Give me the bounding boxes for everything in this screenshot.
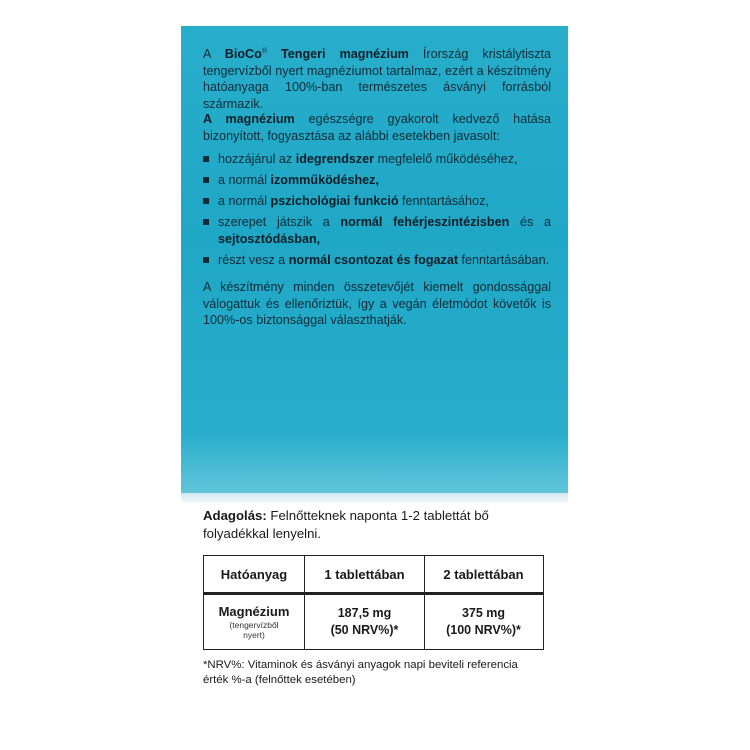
bullet-text: megfelelő működéséhez, [374,152,518,166]
ingredient-name: Magnézium [218,604,290,619]
benefit-paragraph [203,111,551,144]
benefit-lead: A magnézium [203,112,295,126]
bullet-text: a normál [218,173,271,187]
list-item [203,193,551,210]
two-tablet-amount: 375 mg [461,606,506,620]
brand-name: BioCo [224,47,262,61]
one-tablet-amount: 187,5 mg [337,606,392,620]
ingredient-source: (tengervízből nyert) [229,620,279,640]
closing-paragraph: A készítmény minden összetevőjét kiemelt gondossággal válogattuk és ellenőriztük, így a vegán életmódot követők is 100%-os biztonsággal választhatják. [203,280,551,327]
bullet-text: szerepet játszik a [218,215,341,229]
intro-text-a: A [203,47,225,61]
bullet-bold: idegrendszer [295,152,375,166]
bullet-text: és a [509,215,551,229]
bullet-bold: sejtosztódásban, [218,231,321,246]
list-item [203,214,551,247]
list-item [203,151,551,168]
bullet-text: fenntartásához, [398,194,489,208]
panel-bottom-edge [181,493,568,503]
registered-mark: ® [261,48,267,55]
panel-shine [181,433,568,493]
list-item [203,252,551,269]
list-item [203,172,551,189]
bullet-text: fenntartásában. [458,252,550,267]
one-tablet-nrv: (50 NRV%)* [330,623,399,637]
product-name: Tengeri magnézium [266,47,409,61]
dosage-text: Felnőtteknek naponta 1-2 tablettát bő folyadékkal lenyelni. [203,508,489,541]
one-tablet-cell [304,595,424,649]
table-header: Hatóanyag [220,566,288,582]
dosage-instructions [203,507,543,543]
two-tablet-cell [424,595,542,649]
table-header: 1 tablettában [304,556,424,592]
table-header-row [204,556,543,595]
two-tablet-nrv: (100 NRV%)* [446,623,521,637]
intro-text-b: Írország kristálytiszta tengervízből nyert magnéziumot tartalmaz, ezért a készítmény hatóanyaga 100%-ban természetes ásványi forrásból származik. [203,47,551,111]
benefit-list [203,151,551,273]
table-row [204,595,543,649]
ingredient-cell [204,595,304,649]
bullet-text: részt vesz a [218,252,289,267]
benefit-text: egészségre gyakorolt kedvező hatása bizonyított, fogyasztása az alábbi esetekben javasolt: [203,112,551,143]
bullet-bold: izomműködéshez, [270,173,379,187]
dosage-label: Adagolás: [203,508,267,523]
bullet-bold: normál fehérjeszintézisben [340,215,510,229]
bullet-bold: normál csontozat és fogazat [288,252,459,267]
table-header: 2 tablettában [424,556,542,592]
bullet-text: a normál [218,194,271,208]
intro-paragraph [203,46,551,112]
nutrition-table [203,555,544,650]
bullet-text: hozzájárul az [218,152,296,166]
bullet-bold: pszichológiai funkció [270,194,399,208]
nrv-footnote: *NRV%: Vitaminok és ásványi anyagok napi beviteli referencia érték %-a (felnőttek esetében) [203,659,518,686]
